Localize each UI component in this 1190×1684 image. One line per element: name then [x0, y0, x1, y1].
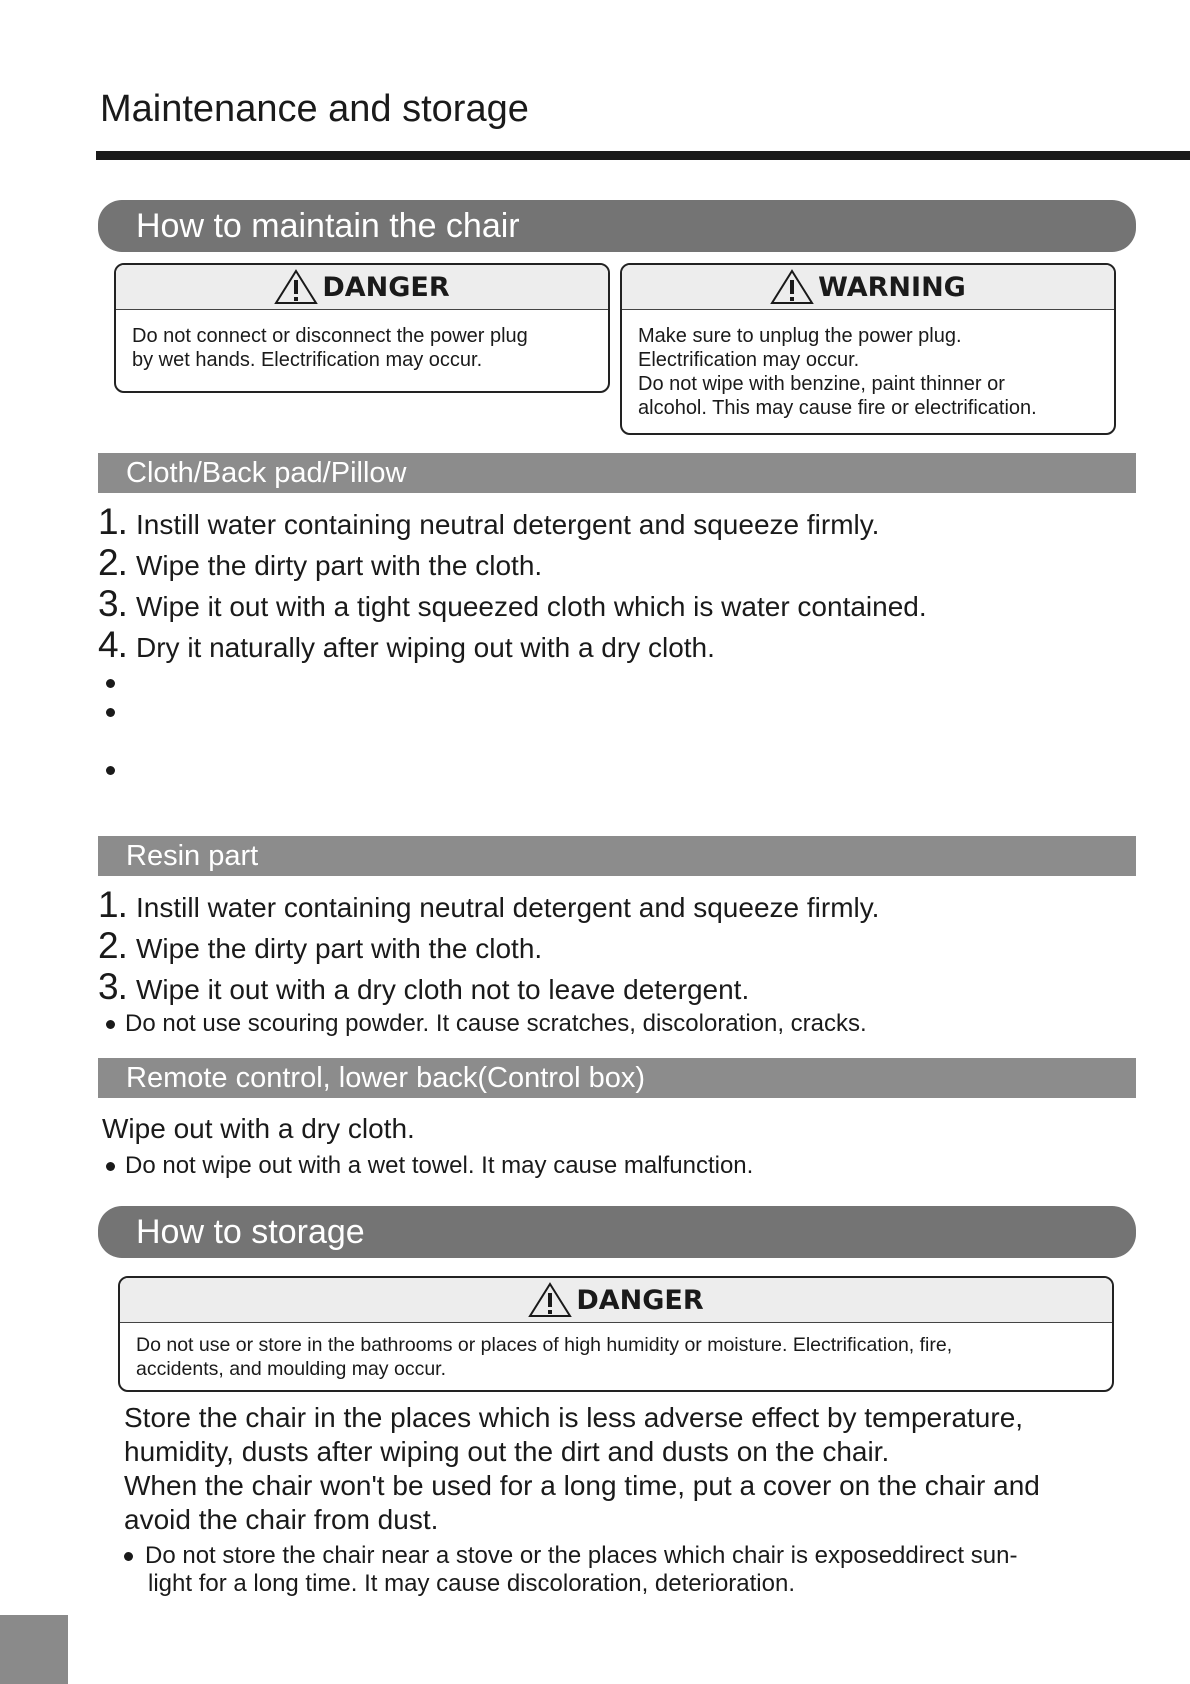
warning-heading: [622, 265, 1114, 310]
bullet-point: [106, 679, 115, 688]
bullet-point: [106, 708, 115, 717]
note-text: Do not wipe out with a wet towel. It may cause malfunction.: [125, 1152, 754, 1179]
subsection-header-cloth: Cloth/Back pad/Pillow: [98, 453, 1136, 493]
danger-box-storage: [118, 1276, 1114, 1392]
step-text: Wipe it out with a dry cloth not to leave detergent.: [136, 974, 750, 1005]
bullet-point: [106, 1020, 115, 1029]
step-item: [98, 542, 927, 583]
warning-triangle-icon: [770, 269, 814, 305]
step-text: Wipe the dirty part with the cloth.: [136, 933, 543, 964]
step-number: 4.: [98, 624, 127, 665]
remote-text: Wipe out with a dry cloth.: [102, 1113, 415, 1144]
storage-note: [124, 1542, 1017, 1598]
step-number: 2.: [98, 925, 127, 966]
danger-label: DANGER: [576, 1284, 704, 1316]
warning-triangle-icon: [528, 1282, 572, 1318]
note-text: Do not store the chair near a stove or the places which chair is exposeddirect sun-: [145, 1542, 1018, 1569]
warning-line: alcohol. This may cause fire or electrification.: [638, 397, 1037, 419]
page-title: Maintenance and storage: [100, 88, 529, 130]
step-text: Instill water containing neutral detergent and squeeze firmly.: [136, 509, 880, 540]
warning-text: [622, 310, 1114, 420]
warning-box-maintain: [620, 263, 1116, 435]
warning-triangle-icon: [274, 269, 318, 305]
resin-steps: [98, 884, 879, 1007]
danger-line: Do not connect or disconnect the power plug: [132, 325, 528, 347]
step-number: 1.: [98, 501, 127, 542]
danger-box-maintain: [114, 263, 610, 393]
step-item: [98, 966, 879, 1007]
danger-text: [116, 310, 608, 372]
warning-line: Make sure to unplug the power plug.: [638, 325, 962, 347]
subsection-header-remote: Remote control, lower back(Control box): [98, 1058, 1136, 1098]
danger-line: by wet hands. Electrification may occur.: [132, 349, 483, 371]
section-header-maintain: How to maintain the chair: [98, 200, 1136, 252]
resin-note: [106, 1010, 867, 1038]
cloth-steps: [98, 501, 927, 665]
danger-heading: [120, 1278, 1112, 1323]
warning-label: WARNING: [818, 271, 966, 303]
step-text: Instill water containing neutral detergent and squeeze firmly.: [136, 892, 880, 923]
danger-line: Do not use or store in the bathrooms or places of high humidity or moisture. Electrification, fire,: [136, 1334, 953, 1356]
storage-paragraph: [124, 1401, 1124, 1537]
step-item: [98, 925, 879, 966]
step-item: [98, 501, 927, 542]
remote-note: [106, 1152, 753, 1180]
warning-line: Do not wipe with benzine, paint thinner or: [638, 373, 1005, 395]
bullet-point: [106, 1162, 115, 1171]
step-number: 3.: [98, 583, 127, 624]
page-tab: [0, 1615, 68, 1684]
step-text: Wipe it out with a tight squeezed cloth which is water contained.: [136, 591, 927, 622]
step-number: 2.: [98, 542, 127, 583]
bullet-point: [124, 1552, 133, 1561]
section-header-storage: How to storage: [98, 1206, 1136, 1258]
danger-line: accidents, and moulding may occur.: [136, 1358, 447, 1380]
note-text: light for a long time. It may cause discoloration, deterioration.: [148, 1570, 795, 1597]
storage-line: When the chair won't be used for a long time, put a cover on the chair and: [124, 1470, 1040, 1501]
step-item: [98, 583, 927, 624]
step-text: Wipe the dirty part with the cloth.: [136, 550, 543, 581]
danger-text: [120, 1323, 1112, 1381]
storage-line: humidity, dusts after wiping out the dirt and dusts on the chair.: [124, 1436, 890, 1467]
storage-line: avoid the chair from dust.: [124, 1504, 439, 1535]
step-item: [98, 624, 927, 665]
subsection-header-resin: Resin part: [98, 836, 1136, 876]
step-number: 3.: [98, 966, 127, 1007]
step-item: [98, 884, 879, 925]
danger-heading: [116, 265, 608, 310]
step-number: 1.: [98, 884, 127, 925]
storage-line: Store the chair in the places which is less adverse effect by temperature,: [124, 1402, 1024, 1433]
bullet-point: [106, 766, 115, 775]
danger-label: DANGER: [322, 271, 450, 303]
step-text: Dry it naturally after wiping out with a dry cloth.: [136, 632, 715, 663]
note-text: Do not use scouring powder. It cause scratches, discoloration, cracks.: [125, 1010, 867, 1037]
title-divider: [96, 151, 1190, 160]
warning-line: Electrification may occur.: [638, 349, 860, 371]
